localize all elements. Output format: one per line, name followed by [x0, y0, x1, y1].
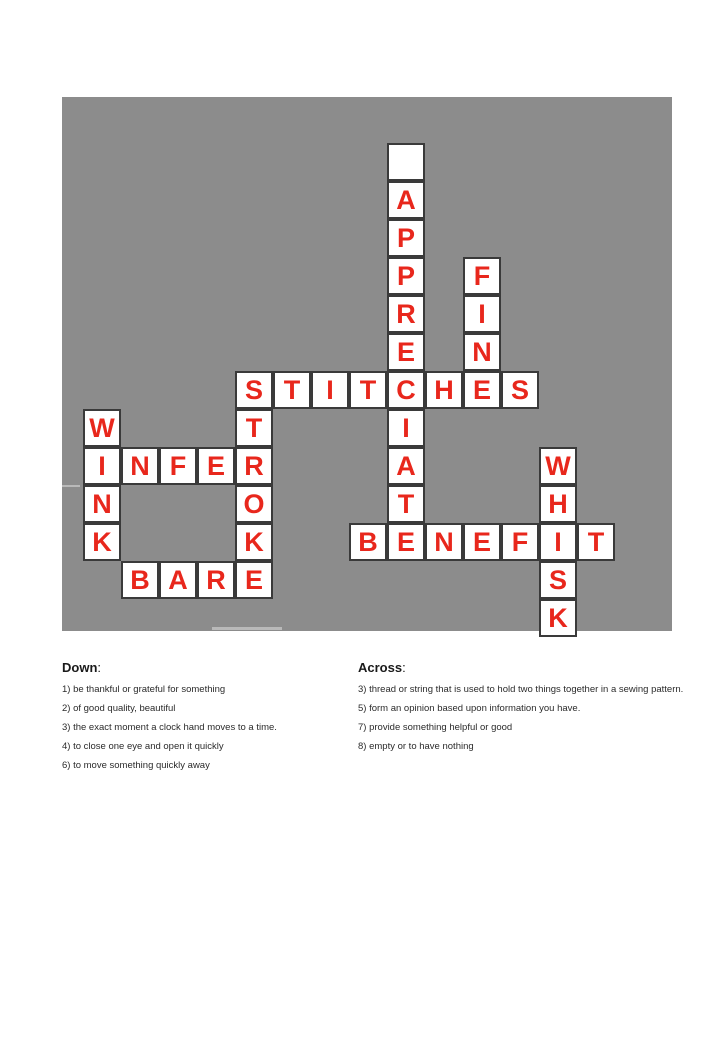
crossword-cell[interactable]: W: [83, 409, 121, 447]
crossword-cell[interactable]: C: [387, 371, 425, 409]
crossword-cell[interactable]: T: [387, 485, 425, 523]
down-clue-item: 3) the exact moment a clock hand moves to a time.: [62, 722, 277, 733]
crossword-cell[interactable]: S: [235, 371, 273, 409]
across-clue-item: 8) empty or to have nothing: [358, 741, 474, 752]
crossword-cell[interactable]: N: [121, 447, 159, 485]
across-clue-item: 3) thread or string that is used to hold two things together in a sewing pattern.: [358, 684, 684, 695]
crossword-cell[interactable]: I: [387, 409, 425, 447]
crossword-cell[interactable]: N: [463, 333, 501, 371]
down-clue-item: 4) to close one eye and open it quickly: [62, 741, 224, 752]
crossword-cell[interactable]: I: [539, 523, 577, 561]
crossword-grid: [62, 97, 672, 631]
across-heading-text: Across: [358, 660, 403, 675]
crossword-cell[interactable]: E: [235, 561, 273, 599]
crossword-cell[interactable]: I: [463, 295, 501, 333]
crossword-cell[interactable]: O: [235, 485, 273, 523]
crossword-cell[interactable]: R: [197, 561, 235, 599]
crossword-cell[interactable]: F: [463, 257, 501, 295]
crossword-cell[interactable]: E: [463, 371, 501, 409]
crossword-cell[interactable]: B: [121, 561, 159, 599]
crossword-cell[interactable]: T: [349, 371, 387, 409]
crossword-cell[interactable]: S: [539, 561, 577, 599]
crossword-cell[interactable]: E: [387, 523, 425, 561]
crossword-cell[interactable]: K: [83, 523, 121, 561]
down-clue-item: 2) of good quality, beautiful: [62, 703, 176, 714]
crossword-cell[interactable]: N: [83, 485, 121, 523]
down-clues-heading: [62, 660, 347, 675]
crossword-cell[interactable]: I: [311, 371, 349, 409]
crossword-cell[interactable]: F: [501, 523, 539, 561]
crossword-cell[interactable]: T: [577, 523, 615, 561]
crossword-cell[interactable]: H: [425, 371, 463, 409]
across-heading-colon: :: [402, 660, 406, 675]
crossword-cell[interactable]: E: [197, 447, 235, 485]
crossword-cell[interactable]: A: [387, 447, 425, 485]
crossword-cell[interactable]: T: [235, 409, 273, 447]
crossword-cell[interactable]: P: [387, 219, 425, 257]
crossword-cell[interactable]: R: [387, 295, 425, 333]
across-clue-item: 5) form an opinion based upon information you have.: [358, 703, 581, 714]
down-clues-column: [62, 660, 347, 779]
crossword-cell[interactable]: H: [539, 485, 577, 523]
down-heading-colon: :: [97, 660, 102, 675]
crossword-cell[interactable]: P: [387, 257, 425, 295]
crossword-cell[interactable]: T: [273, 371, 311, 409]
crossword-cell[interactable]: R: [235, 447, 273, 485]
crossword-cell[interactable]: S: [501, 371, 539, 409]
across-clue-item: 7) provide something helpful or good: [358, 722, 513, 733]
down-heading-text: Down: [62, 660, 98, 675]
crossword-puzzle-board: [62, 97, 672, 631]
crossword-cell[interactable]: F: [159, 447, 197, 485]
crossword-cell[interactable]: E: [387, 333, 425, 371]
crossword-cell[interactable]: [387, 143, 425, 181]
crossword-cell[interactable]: E: [463, 523, 501, 561]
across-clues-heading: [358, 660, 688, 675]
crossword-cell[interactable]: K: [539, 599, 577, 637]
crossword-cell[interactable]: A: [387, 181, 425, 219]
across-clues-column: [358, 660, 688, 760]
crossword-cell[interactable]: A: [159, 561, 197, 599]
down-clue-item: 6) to move something quickly away: [62, 760, 210, 771]
crossword-cell[interactable]: I: [83, 447, 121, 485]
crossword-cell[interactable]: B: [349, 523, 387, 561]
crossword-cell[interactable]: N: [425, 523, 463, 561]
down-clue-item: 1) be thankful or grateful for something: [62, 684, 226, 695]
crossword-cell[interactable]: W: [539, 447, 577, 485]
crossword-cell[interactable]: K: [235, 523, 273, 561]
